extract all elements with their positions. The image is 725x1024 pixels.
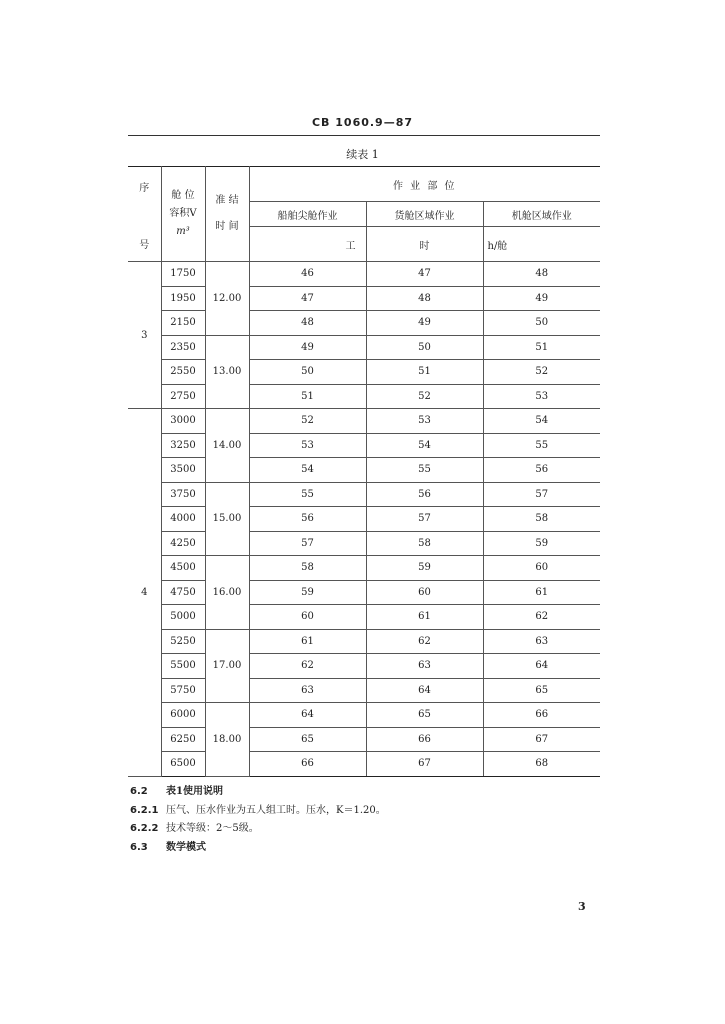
hours-cell-3: 52	[483, 360, 600, 385]
hours-cell-3: 64	[483, 654, 600, 679]
table-row	[128, 433, 600, 458]
hours-cell-1: 63	[249, 678, 366, 703]
volume-cell: 2350	[161, 335, 205, 360]
note-line	[130, 820, 386, 839]
volume-header	[161, 167, 205, 262]
standard-header: CB 1060.9—87	[311, 116, 414, 129]
hours-cell-2: 58	[366, 531, 483, 556]
prep-time-cell: 17.00	[205, 629, 249, 703]
prep-time-cell: 15.00	[205, 482, 249, 556]
hours-cell-1: 46	[249, 262, 366, 287]
table-row	[128, 580, 600, 605]
hours-cell-2: 59	[366, 556, 483, 581]
table-row	[128, 262, 600, 287]
hours-cell-2: 64	[366, 678, 483, 703]
table-row	[128, 335, 600, 360]
seq-header-bottom: 号	[139, 240, 150, 251]
prep-time-cell: 13.00	[205, 335, 249, 409]
hours-cell-3: 63	[483, 629, 600, 654]
hours-cell-2: 62	[366, 629, 483, 654]
hours-cell-3: 56	[483, 458, 600, 483]
table-row	[128, 556, 600, 581]
note-line	[130, 783, 386, 802]
hours-cell-1: 65	[249, 727, 366, 752]
volume-cell: 2550	[161, 360, 205, 385]
note-text: 压气、压水作业为五人组工时。压水，K＝1.20。	[166, 804, 386, 816]
volume-cell: 5750	[161, 678, 205, 703]
unit-header-2: 时	[366, 227, 483, 262]
note-number: 6.2.2	[130, 823, 159, 834]
hours-cell-1: 55	[249, 482, 366, 507]
volume-cell: 5000	[161, 605, 205, 630]
hours-cell-1: 48	[249, 311, 366, 336]
note-text: 技术等级：2～5级。	[166, 823, 259, 834]
hours-cell-2: 48	[366, 286, 483, 311]
hours-cell-2: 63	[366, 654, 483, 679]
hours-cell-1: 52	[249, 409, 366, 434]
table-row	[128, 531, 600, 556]
hours-cell-2: 47	[366, 262, 483, 287]
hours-cell-2: 54	[366, 433, 483, 458]
volume-cell: 4250	[161, 531, 205, 556]
prep-time-cell: 14.00	[205, 409, 249, 483]
note-line	[130, 802, 386, 821]
table-row	[128, 409, 600, 434]
table-row	[128, 286, 600, 311]
table-row	[128, 482, 600, 507]
hours-cell-1: 51	[249, 384, 366, 409]
hours-cell-3: 54	[483, 409, 600, 434]
volume-cell: 2150	[161, 311, 205, 336]
hours-cell-2: 52	[366, 384, 483, 409]
seq-cell: 4	[128, 409, 161, 777]
hours-cell-1: 57	[249, 531, 366, 556]
table-row	[128, 703, 600, 728]
table-caption: 续表 1	[346, 148, 379, 161]
unit-header-1: 工	[249, 227, 366, 262]
note-number: 6.2	[130, 786, 148, 797]
hours-cell-1: 53	[249, 433, 366, 458]
hours-cell-1: 56	[249, 507, 366, 532]
table-row	[128, 727, 600, 752]
volume-cell: 1750	[161, 262, 205, 287]
hours-cell-2: 67	[366, 752, 483, 777]
volume-header-line2: 容积V	[169, 208, 197, 219]
hours-cell-3: 57	[483, 482, 600, 507]
table-row	[128, 311, 600, 336]
volume-cell: 6500	[161, 752, 205, 777]
hours-cell-3: 51	[483, 335, 600, 360]
table-row	[128, 384, 600, 409]
header-row-1	[128, 167, 600, 202]
hours-cell-3: 53	[483, 384, 600, 409]
hours-cell-3: 49	[483, 286, 600, 311]
area-header-1: 船舶尖舱作业	[249, 202, 366, 227]
hours-cell-3: 67	[483, 727, 600, 752]
volume-cell: 3500	[161, 458, 205, 483]
hours-cell-3: 61	[483, 580, 600, 605]
volume-cell: 5500	[161, 654, 205, 679]
table-row	[128, 507, 600, 532]
notes-section	[130, 783, 386, 857]
prep-header-line2: 时 间	[215, 221, 239, 232]
hours-cell-1: 61	[249, 629, 366, 654]
hours-cell-3: 59	[483, 531, 600, 556]
volume-cell: 1950	[161, 286, 205, 311]
hours-cell-1: 49	[249, 335, 366, 360]
hours-cell-1: 54	[249, 458, 366, 483]
hours-cell-1: 47	[249, 286, 366, 311]
prep-header-line1: 准 结	[215, 195, 239, 206]
hours-cell-3: 65	[483, 678, 600, 703]
seq-header	[128, 167, 161, 262]
hours-cell-1: 50	[249, 360, 366, 385]
hours-cell-2: 55	[366, 458, 483, 483]
prep-time-cell: 12.00	[205, 262, 249, 336]
volume-cell: 3250	[161, 433, 205, 458]
hours-cell-1: 60	[249, 605, 366, 630]
volume-cell: 6250	[161, 727, 205, 752]
note-number: 6.3	[130, 841, 148, 853]
hours-cell-3: 50	[483, 311, 600, 336]
hours-cell-1: 66	[249, 752, 366, 777]
hours-cell-3: 60	[483, 556, 600, 581]
area-header-3: 机舱区域作业	[483, 202, 600, 227]
hours-cell-2: 66	[366, 727, 483, 752]
hours-cell-2: 50	[366, 335, 483, 360]
table-row	[128, 752, 600, 777]
hours-cell-1: 59	[249, 580, 366, 605]
table-row	[128, 458, 600, 483]
hours-cell-1: 58	[249, 556, 366, 581]
area-header-2: 货舱区域作业	[366, 202, 483, 227]
note-text: 表1使用说明	[166, 786, 223, 797]
data-table	[128, 166, 600, 777]
prep-header	[205, 167, 249, 262]
seq-cell: 3	[128, 262, 161, 409]
table-row	[128, 629, 600, 654]
volume-cell: 4500	[161, 556, 205, 581]
top-rule	[128, 135, 600, 136]
prep-time-cell: 18.00	[205, 703, 249, 777]
volume-header-unit: m³	[176, 226, 190, 237]
hours-cell-2: 49	[366, 311, 483, 336]
hours-cell-2: 65	[366, 703, 483, 728]
hours-cell-2: 61	[366, 605, 483, 630]
unit-header-3: h/舱	[483, 227, 600, 262]
hours-cell-3: 68	[483, 752, 600, 777]
table-row	[128, 360, 600, 385]
hours-cell-3: 48	[483, 262, 600, 287]
hours-cell-3: 66	[483, 703, 600, 728]
hours-cell-3: 55	[483, 433, 600, 458]
volume-cell: 6000	[161, 703, 205, 728]
note-text: 数学模式	[166, 841, 206, 853]
hours-cell-1: 64	[249, 703, 366, 728]
table-row	[128, 654, 600, 679]
note-number: 6.2.1	[130, 804, 159, 816]
page-number: 3	[578, 900, 586, 913]
work-area-header: 作 业 部 位	[249, 167, 600, 202]
volume-cell: 2750	[161, 384, 205, 409]
hours-cell-2: 53	[366, 409, 483, 434]
volume-cell: 3000	[161, 409, 205, 434]
prep-time-cell: 16.00	[205, 556, 249, 630]
hours-cell-1: 62	[249, 654, 366, 679]
volume-cell: 4750	[161, 580, 205, 605]
volume-cell: 3750	[161, 482, 205, 507]
hours-cell-3: 62	[483, 605, 600, 630]
table-row	[128, 678, 600, 703]
hours-cell-2: 56	[366, 482, 483, 507]
hours-cell-2: 51	[366, 360, 483, 385]
hours-cell-2: 57	[366, 507, 483, 532]
volume-cell: 5250	[161, 629, 205, 654]
volume-header-line1: 舱 位	[171, 190, 195, 201]
table-row	[128, 605, 600, 630]
table-body	[128, 167, 600, 777]
hours-cell-3: 58	[483, 507, 600, 532]
volume-cell: 4000	[161, 507, 205, 532]
seq-header-top: 序	[139, 183, 150, 194]
hours-cell-2: 60	[366, 580, 483, 605]
note-line	[130, 839, 386, 858]
